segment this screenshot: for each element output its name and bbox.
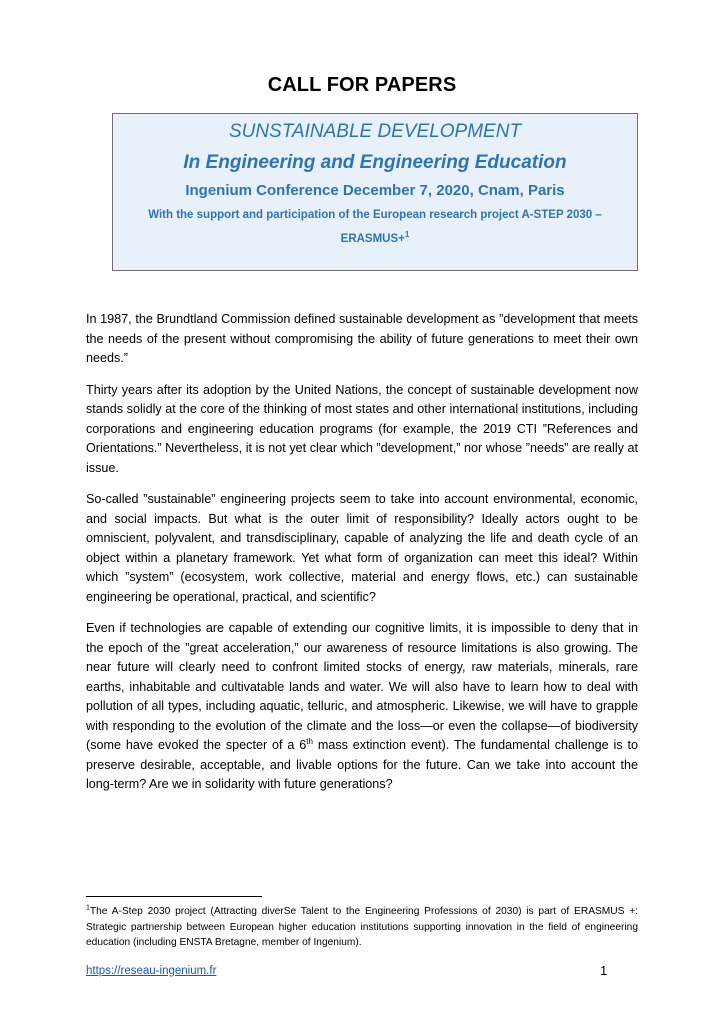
paragraph-1: In 1987, the Brundtland Commission defined sustainable development as ”development that meets the needs of the present without compromising the ability of future generations to meet their own needs.” — [86, 312, 638, 365]
footnote-ref-marker: 1 — [404, 230, 410, 239]
footnote — [86, 904, 638, 951]
header-support-text: With the support and participation of the European research project A-STEP 2030 – ERASMUS+ — [148, 209, 602, 245]
header-support-note — [113, 205, 637, 249]
conference-header-box — [112, 113, 638, 271]
paragraph-4-part-2: mass extinction event). The fundamental challenge is to preserve desirable, acceptable, and livable options for the future. Can we take into account the long-term? Are we in solidarity with future generations? — [86, 738, 638, 791]
footnote-number: 1 — [86, 904, 90, 912]
page-title: CALL FOR PAPERS — [267, 74, 457, 96]
header-conference-info: Ingenium Conference December 7, 2020, Cnam, Paris — [185, 182, 565, 199]
page-number: 1 — [600, 963, 608, 978]
header-topic: SUNSTAINABLE DEVELOPMENT — [228, 121, 522, 142]
body-text — [86, 310, 638, 807]
paragraph-2: Thirty years after its adoption by the United Nations, the concept of sustainable development now stands solidly at the core of the thinking of most states and other international institutions, including corporations and engineering education programs (for example, the 2019 CTI ”References and Orientations.” Nevertheless, it is not yet clear which ”development,” nor whose ”needs” are really at issue. — [86, 382, 638, 475]
footnote-text: The A-Step 2030 project (Attracting diverSe Talent to the Engineering Professions of 2030) is part of ERASMUS +: Strategic partnership between European higher education institutions supporting innovation in the field of engineering education (including ENSTA Bretagne, member of Ingenium). — [86, 906, 638, 948]
footnote-separator — [86, 896, 262, 897]
website-link[interactable]: https://reseau-ingenium.fr — [86, 965, 217, 977]
paragraph-4-part-1: Even if technologies are capable of extending our cognitive limits, it is impossible to deny that in the epoch of the ”great acceleration,” our awareness of resource limitations is also growing. The near future will clearly need to confront limited stocks of energy, raw materials, minerals, rare earths, inhabitable and cultivatable lands and water. We will also have to learn how to deal with pollution of all types, including aquatic, telluric, and atmospheric. Likewise, we will have to grapple with responding to the evolution of the climate and the loss—or even the collapse—of biodiversity (some have evoked the specter of a 6 — [86, 621, 638, 752]
header-subtitle: In Engineering and Engineering Education — [183, 152, 567, 173]
paragraph-4 — [86, 619, 638, 795]
paragraph-3: So-called ”sustainable” engineering projects seem to take into account environmental, economic, and social impacts. But what is the outer limit of responsibility? Ideally actors ought to be omniscient, polyvalent, and transdisciplinary, capable of analyzing the life and death cycle of an object within a planetary framework. Yet what form of organization can meet this ideal? Within which ”system” (ecosystem, work collective, material and energy flows, etc.) can sustainable engineering be operational, practical, and scientific? — [86, 492, 638, 604]
ordinal-superscript: th — [306, 736, 313, 746]
